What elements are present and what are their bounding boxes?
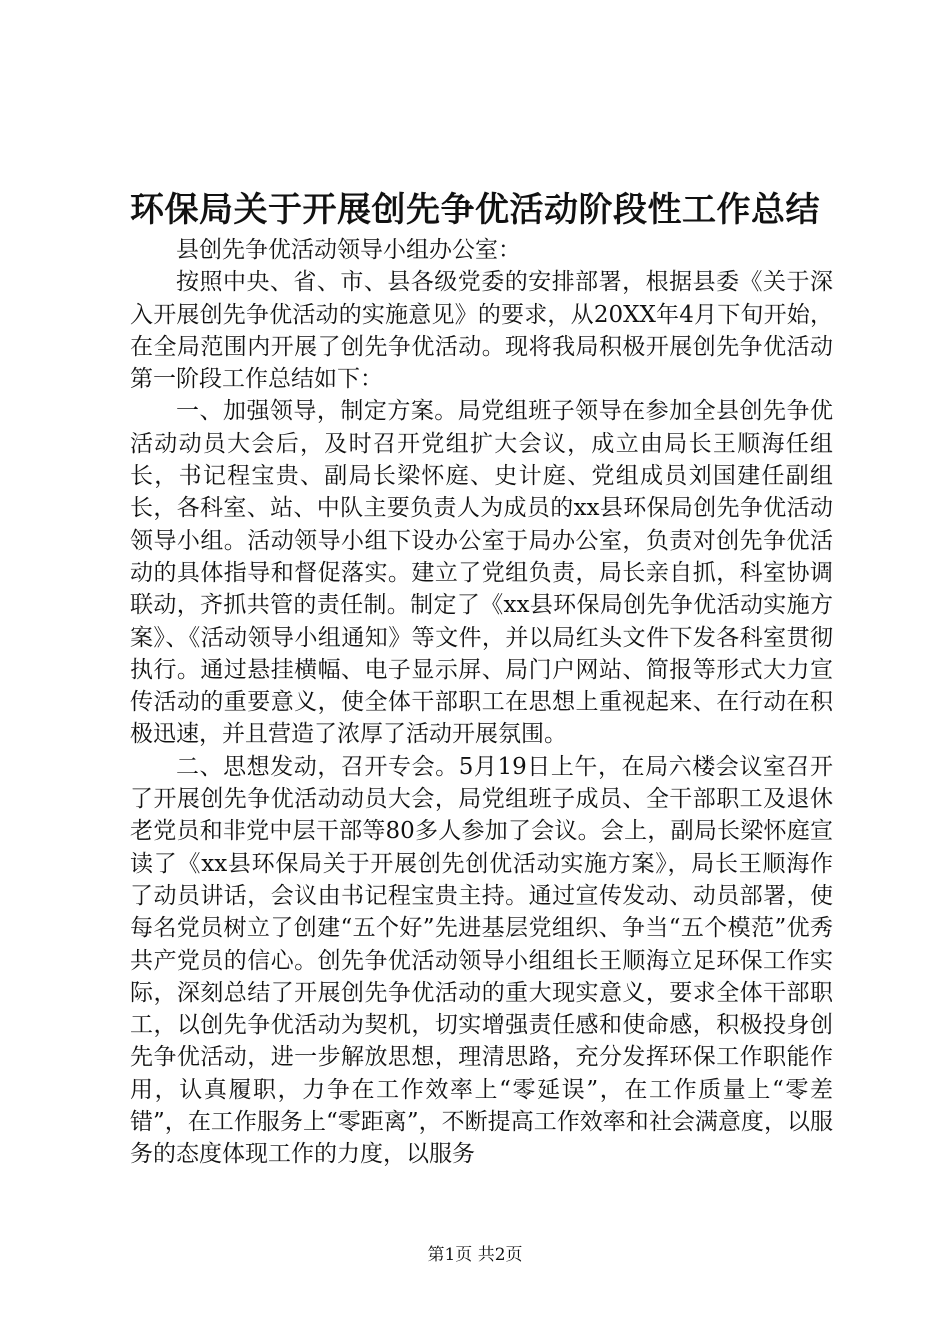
page-number: 第1页 共2页 [427, 1245, 523, 1265]
paragraph-section-2: 二、思想发动，召开专会。5月19日上午，在局六楼会议室召开了开展创先争优活动动员大会，局党组班子成员、全干部职工及退休老党员和非党中层干部等80多人参加了会议。会上，副局长梁怀庭宣读了《xx县环保局关于开展创先创优活动实施方案》，局长王顺海作了动员讲话，会议由书记程宝贵主持。通过宣传发动、动员部署，使每名党员树立了创建“五个好”先进基层党组织、争当“五个模范”优秀共产党员的信心。创先争优活动领导小组组长王顺海立足环保工作实际，深刻总结了开展创先争优活动的重大现实意义，要求全体干部职工，以创先争优活动为契机，切实增强责任感和使命感，积极投身创先争优活动，进一步解放思想，理清思路，充分发挥环保工作职能作用，认真履职，力争在工作效率上“零延误”，在工作质量上“零差错”，在工作服务上“零距离”，不断提高工作效率和社会满意度，以服务的态度体现工作的力度，以服务 [130, 753, 833, 1168]
document-body [130, 234, 833, 1171]
document-title: 环保局关于开展创先争优活动阶段性工作总结 [130, 190, 820, 230]
page-footer [0, 1243, 950, 1267]
paragraph-section-1: 一、加强领导，制定方案。局党组班子领导在参加全县创先争优活动动员大会后，及时召开党组扩大会议，成立由局长王顺海任组长，书记程宝贵、副局长梁怀庭、史计庭、党组成员刘国建任副组长，各科室、站、中队主要负责人为成员的xx县环保局创先争优活动领导小组。活动领导小组下设办公室于局办公室，负责对创先争优活动的具体指导和督促落实。建立了党组负责，局长亲自抓，科室协调联动，齐抓共管的责任制。制定了《xx县环保局创先争优活动实施方案》、《活动领导小组通知》等文件，并以局红头文件下发各科室贯彻执行。通过悬挂横幅、电子显示屏、局门户网站、简报等形式大力宣传活动的重要意义，使全体干部职工在思想上重视起来、在行动在积极迅速，并且营造了浓厚了活动开展氛围。 [130, 398, 833, 748]
paragraph-intro: 按照中央、省、市、县各级党委的安排部署，根据县委《关于深入开展创先争优活动的实施意见》的要求，从20XX年4月下旬开始，在全局范围内开展了创先争优活动。现将我局积极开展创先争优活动第一阶段工作总结如下： [130, 269, 833, 393]
salutation: 县创先争优活动领导小组办公室： [176, 237, 521, 263]
